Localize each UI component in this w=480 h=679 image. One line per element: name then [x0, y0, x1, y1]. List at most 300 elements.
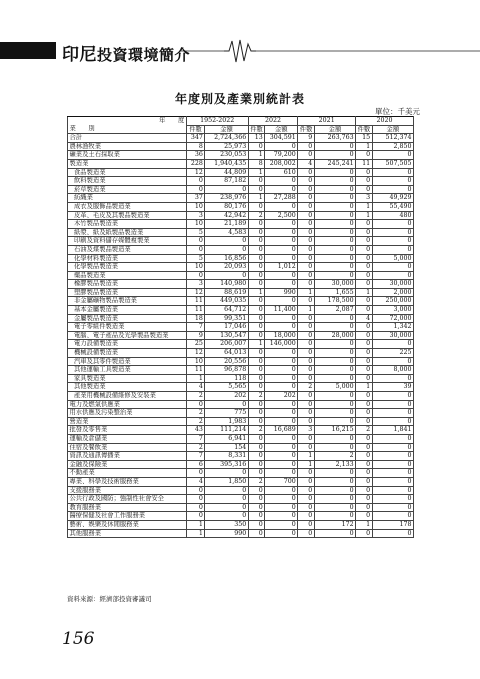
- amount-cell: 64,013: [205, 349, 248, 358]
- amount-cell: 0: [265, 349, 298, 358]
- table-row: [68, 443, 414, 452]
- count-cell: 0: [248, 331, 265, 340]
- count-cell: 0: [248, 323, 265, 332]
- count-cell: 0: [248, 366, 265, 375]
- count-cell: 0: [298, 374, 315, 383]
- count-cell: 0: [298, 512, 315, 521]
- count-cell: 13: [248, 134, 265, 143]
- table-row: [68, 409, 414, 418]
- col-amount-header: 金額: [205, 125, 248, 134]
- table-row: [68, 503, 414, 512]
- count-cell: 25: [186, 340, 205, 349]
- header-title-big: 印尼: [62, 45, 97, 65]
- amount-cell: 2,850: [372, 142, 413, 151]
- amount-cell: 0: [314, 194, 355, 203]
- corner-year: 年 度: [68, 117, 187, 126]
- amount-cell: 0: [265, 529, 298, 538]
- industry-name: 木竹製品製造業: [68, 220, 187, 229]
- industry-name: 藝術、娛樂及休閒服務業: [68, 520, 187, 529]
- count-cell: 7: [186, 452, 205, 461]
- industry-name: 住宿及餐飲業: [68, 443, 187, 452]
- table-row: [68, 228, 414, 237]
- count-cell: 0: [186, 271, 205, 280]
- amount-cell: 202: [205, 392, 248, 401]
- count-cell: 0: [248, 202, 265, 211]
- amount-cell: 0: [314, 366, 355, 375]
- amount-cell: 0: [205, 400, 248, 409]
- count-cell: 0: [186, 503, 205, 512]
- count-cell: 0: [248, 400, 265, 409]
- header-title-rest: 投資環境簡介: [97, 46, 191, 64]
- count-cell: 0: [248, 409, 265, 418]
- count-cell: 0: [356, 306, 373, 315]
- industry-name: 金融及保險業: [68, 460, 187, 469]
- industry-name: 合計: [68, 134, 187, 143]
- count-cell: 4: [298, 159, 315, 168]
- industry-name: 汽車及其零件製造業: [68, 357, 187, 366]
- year-header: 2021: [298, 117, 356, 126]
- count-cell: 0: [248, 271, 265, 280]
- table-row: [68, 314, 414, 323]
- amount-cell: 0: [372, 263, 413, 272]
- industry-name: 藥品製造業: [68, 271, 187, 280]
- count-cell: 0: [356, 151, 373, 160]
- col-count-header: 件數: [250, 125, 263, 133]
- table-title: 年度別及產業別統計表: [174, 92, 305, 106]
- amount-cell: 610: [265, 168, 298, 177]
- industry-name: 印刷及資料儲存媒體複製業: [68, 237, 187, 246]
- count-cell: 0: [356, 168, 373, 177]
- count-cell: 1: [186, 529, 205, 538]
- amount-cell: 17,046: [205, 323, 248, 332]
- count-cell: 0: [186, 469, 205, 478]
- amount-cell: 0: [265, 271, 298, 280]
- count-cell: 0: [298, 271, 315, 280]
- amount-cell: 0: [265, 503, 298, 512]
- table-row: [68, 134, 414, 143]
- table-row: [68, 400, 414, 409]
- amount-cell: 0: [265, 366, 298, 375]
- amount-cell: 0: [265, 452, 298, 461]
- amount-cell: 72,000: [372, 314, 413, 323]
- table-row: [68, 159, 414, 168]
- amount-cell: 0: [314, 374, 355, 383]
- amount-cell: 0: [314, 237, 355, 246]
- amount-cell: 0: [314, 340, 355, 349]
- count-cell: 1: [298, 452, 315, 461]
- industry-name: 營造業: [68, 417, 187, 426]
- industry-name: 批發及零售業: [68, 426, 187, 435]
- amount-cell: 0: [372, 237, 413, 246]
- amount-cell: 0: [372, 443, 413, 452]
- count-cell: 0: [298, 366, 315, 375]
- amount-cell: 0: [265, 520, 298, 529]
- count-cell: 0: [186, 237, 205, 246]
- table-row: [68, 151, 414, 160]
- industry-name: 農林漁牧業: [68, 142, 187, 151]
- amount-cell: 0: [372, 185, 413, 194]
- count-cell: 0: [298, 486, 315, 495]
- count-cell: 12: [186, 349, 205, 358]
- amount-cell: 0: [372, 434, 413, 443]
- amount-cell: 0: [265, 409, 298, 418]
- table-row: [68, 237, 414, 246]
- amount-cell: 0: [314, 211, 355, 220]
- amount-cell: 0: [372, 271, 413, 280]
- amount-cell: 16,215: [314, 426, 355, 435]
- count-cell: 2: [248, 477, 265, 486]
- amount-cell: 0: [314, 392, 355, 401]
- amount-cell: 1,841: [372, 426, 413, 435]
- amount-cell: 0: [372, 460, 413, 469]
- amount-cell: 0: [372, 512, 413, 521]
- table-row: [68, 254, 414, 263]
- count-cell: 0: [356, 185, 373, 194]
- amount-cell: 0: [265, 357, 298, 366]
- count-cell: 1: [356, 383, 373, 392]
- amount-cell: 0: [265, 237, 298, 246]
- col-amount-header: 金額: [372, 125, 413, 134]
- amount-cell: 1,983: [205, 417, 248, 426]
- count-cell: 2: [186, 417, 205, 426]
- count-cell: 0: [298, 349, 315, 358]
- industry-name: 教育服務業: [68, 503, 187, 512]
- col-count-header: 件數: [186, 125, 205, 134]
- col-amount-header: 金額: [265, 125, 298, 134]
- table-row: [68, 357, 414, 366]
- amount-cell: 2,000: [372, 288, 413, 297]
- amount-cell: 0: [372, 220, 413, 229]
- count-cell: 0: [186, 486, 205, 495]
- amount-cell: 42,942: [205, 211, 248, 220]
- count-cell: 0: [356, 271, 373, 280]
- industry-name: 皮革、毛皮及其製品製造業: [68, 211, 187, 220]
- count-cell: 1: [186, 520, 205, 529]
- table-body: [68, 134, 414, 538]
- table-row: [68, 477, 414, 486]
- count-cell: 10: [186, 220, 205, 229]
- amount-cell: 0: [205, 469, 248, 478]
- amount-cell: 990: [205, 529, 248, 538]
- amount-cell: 1,940,435: [205, 159, 248, 168]
- col-amount-header: 金額: [314, 125, 355, 134]
- industry-name: 基本金屬製造業: [68, 306, 187, 315]
- count-cell: 0: [298, 254, 315, 263]
- count-cell: 0: [298, 529, 315, 538]
- industry-name: 石油及煤製品製造業: [68, 245, 187, 254]
- industry-name: 電力設備製造業: [68, 340, 187, 349]
- table-row: [68, 374, 414, 383]
- count-cell: 7: [186, 434, 205, 443]
- amount-cell: 1,850: [205, 477, 248, 486]
- industry-name: 成衣及服飾品製造業: [68, 202, 187, 211]
- industry-name: 菸草製造業: [68, 185, 187, 194]
- table-row: [68, 426, 414, 435]
- count-cell: 0: [298, 323, 315, 332]
- count-cell: 0: [248, 529, 265, 538]
- amount-cell: 0: [314, 271, 355, 280]
- count-cell: 12: [186, 168, 205, 177]
- count-cell: 2: [186, 392, 205, 401]
- count-cell: 18: [186, 314, 205, 323]
- amount-cell: 0: [265, 177, 298, 186]
- amount-cell: 350: [205, 520, 248, 529]
- header-row-columns: [68, 125, 414, 134]
- count-cell: 0: [248, 314, 265, 323]
- amount-cell: 6,941: [205, 434, 248, 443]
- count-cell: 228: [186, 159, 205, 168]
- count-cell: 36: [186, 151, 205, 160]
- amount-cell: 0: [372, 374, 413, 383]
- amount-cell: 206,007: [205, 340, 248, 349]
- amount-cell: 0: [265, 202, 298, 211]
- industry-name: 資訊及通訊傳播業: [68, 452, 187, 461]
- table-row: [68, 211, 414, 220]
- table-row: [68, 185, 414, 194]
- count-cell: 0: [356, 512, 373, 521]
- count-cell: 0: [356, 529, 373, 538]
- table-row: [68, 245, 414, 254]
- count-cell: 0: [248, 460, 265, 469]
- count-cell: 0: [298, 520, 315, 529]
- amount-cell: 96,878: [205, 366, 248, 375]
- amount-cell: 0: [372, 340, 413, 349]
- amount-cell: 55,490: [372, 202, 413, 211]
- count-cell: 1: [298, 288, 315, 297]
- amount-cell: 0: [372, 469, 413, 478]
- count-cell: 0: [248, 220, 265, 229]
- amount-cell: 2,500: [265, 211, 298, 220]
- count-cell: 0: [248, 417, 265, 426]
- count-cell: 5: [186, 228, 205, 237]
- table-row: [68, 220, 414, 229]
- year-header: 2020: [356, 117, 414, 126]
- amount-cell: 27,288: [265, 194, 298, 203]
- count-cell: 0: [356, 323, 373, 332]
- amount-cell: 0: [314, 409, 355, 418]
- col-count-header: 件數: [357, 125, 371, 133]
- industry-name: 塑膠製品製造業: [68, 288, 187, 297]
- count-cell: 0: [356, 460, 373, 469]
- amount-cell: 0: [372, 151, 413, 160]
- table-row: [68, 366, 414, 375]
- amount-cell: 0: [372, 177, 413, 186]
- amount-cell: 0: [372, 228, 413, 237]
- amount-cell: 5,000: [372, 254, 413, 263]
- table-row: [68, 434, 414, 443]
- amount-cell: 700: [265, 477, 298, 486]
- amount-cell: 154: [205, 443, 248, 452]
- count-cell: 0: [356, 280, 373, 289]
- count-cell: 0: [186, 495, 205, 504]
- amount-cell: 0: [265, 486, 298, 495]
- amount-cell: 225: [372, 349, 413, 358]
- amount-cell: 30,000: [372, 280, 413, 289]
- count-cell: 0: [356, 263, 373, 272]
- table-row: [68, 460, 414, 469]
- table-row: [68, 142, 414, 151]
- industry-name: 用水供應及污染整治業: [68, 409, 187, 418]
- count-cell: 0: [248, 254, 265, 263]
- count-cell: 0: [356, 349, 373, 358]
- count-cell: 0: [298, 297, 315, 306]
- count-cell: 0: [356, 220, 373, 229]
- table-row: [68, 520, 414, 529]
- count-cell: 3: [298, 426, 315, 435]
- table-row: [68, 452, 414, 461]
- table-row: [68, 306, 414, 315]
- count-cell: 5: [186, 254, 205, 263]
- industry-name: 製造業: [68, 159, 187, 168]
- count-cell: 0: [356, 486, 373, 495]
- amount-cell: 8,331: [205, 452, 248, 461]
- amount-cell: 0: [314, 314, 355, 323]
- amount-cell: 0: [314, 443, 355, 452]
- count-cell: 0: [248, 486, 265, 495]
- table-row: [68, 469, 414, 478]
- count-cell: 0: [356, 357, 373, 366]
- industry-name: 橡膠製品製造業: [68, 280, 187, 289]
- table-row: [68, 417, 414, 426]
- industry-name: 醫療保健及社會工作服務業: [68, 512, 187, 521]
- corner-industry: 業 別: [68, 125, 187, 134]
- count-cell: 0: [248, 495, 265, 504]
- count-cell: 0: [248, 263, 265, 272]
- count-cell: 1: [248, 151, 265, 160]
- amount-cell: 0: [205, 237, 248, 246]
- industry-name: 電腦、電子產品及光學製品製造業: [68, 331, 187, 340]
- amount-cell: 21,189: [205, 220, 248, 229]
- amount-cell: 0: [314, 202, 355, 211]
- count-cell: 0: [356, 366, 373, 375]
- table-row: [68, 177, 414, 186]
- industry-name: 紡織業: [68, 194, 187, 203]
- amount-cell: 0: [314, 142, 355, 151]
- industry-name: 化學材料製造業: [68, 254, 187, 263]
- amount-cell: 0: [265, 220, 298, 229]
- amount-cell: 5,000: [314, 383, 355, 392]
- count-cell: 1: [356, 288, 373, 297]
- amount-cell: 230,053: [205, 151, 248, 160]
- table-row: [68, 280, 414, 289]
- amount-cell: 2,133: [314, 460, 355, 469]
- table-row: [68, 297, 414, 306]
- amount-cell: 2,724,366: [205, 134, 248, 143]
- amount-cell: 20,556: [205, 357, 248, 366]
- amount-cell: 2,087: [314, 306, 355, 315]
- count-cell: 0: [248, 306, 265, 315]
- amount-cell: 0: [265, 417, 298, 426]
- amount-cell: 0: [372, 477, 413, 486]
- table-row: [68, 340, 414, 349]
- amount-cell: 0: [314, 357, 355, 366]
- amount-cell: 250,000: [372, 297, 413, 306]
- count-cell: 1: [248, 288, 265, 297]
- count-cell: 0: [298, 280, 315, 289]
- amount-cell: 99,351: [205, 314, 248, 323]
- amount-cell: 0: [265, 245, 298, 254]
- amount-cell: 0: [372, 529, 413, 538]
- amount-cell: 449,035: [205, 297, 248, 306]
- industry-name: 非金屬礦物製品製造業: [68, 297, 187, 306]
- amount-cell: 178: [372, 520, 413, 529]
- count-cell: 10: [186, 263, 205, 272]
- amount-cell: 0: [314, 417, 355, 426]
- amount-cell: 0: [314, 185, 355, 194]
- industry-name: 飲料製造業: [68, 177, 187, 186]
- source-note: 資料來源：經濟部投資審議司: [67, 595, 152, 603]
- count-cell: 43: [186, 426, 205, 435]
- amount-cell: 4,583: [205, 228, 248, 237]
- amount-cell: 507,505: [372, 159, 413, 168]
- count-cell: 1: [356, 211, 373, 220]
- amount-cell: 0: [372, 168, 413, 177]
- amount-cell: 0: [265, 314, 298, 323]
- count-cell: 0: [248, 520, 265, 529]
- count-cell: 0: [356, 374, 373, 383]
- amount-cell: 64,712: [205, 306, 248, 315]
- count-cell: 0: [298, 409, 315, 418]
- amount-cell: 30,000: [314, 280, 355, 289]
- count-cell: 0: [298, 340, 315, 349]
- amount-cell: 512,374: [372, 134, 413, 143]
- count-cell: 0: [356, 434, 373, 443]
- amount-cell: 88,619: [205, 288, 248, 297]
- count-cell: 0: [298, 503, 315, 512]
- count-cell: 0: [356, 400, 373, 409]
- count-cell: 2: [186, 409, 205, 418]
- amount-cell: 0: [265, 383, 298, 392]
- amount-cell: 25,973: [205, 142, 248, 151]
- industry-name: 紙漿、紙及紙製品製造業: [68, 228, 187, 237]
- table-row: [68, 194, 414, 203]
- amount-cell: 28,000: [314, 331, 355, 340]
- count-cell: 1: [248, 168, 265, 177]
- count-cell: 2: [186, 443, 205, 452]
- amount-cell: 0: [265, 495, 298, 504]
- count-cell: 0: [356, 409, 373, 418]
- amount-cell: 8,000: [372, 366, 413, 375]
- amount-cell: 87,182: [205, 177, 248, 186]
- count-cell: 0: [248, 374, 265, 383]
- count-cell: 0: [298, 202, 315, 211]
- count-cell: 0: [356, 392, 373, 401]
- count-cell: 0: [248, 142, 265, 151]
- count-cell: 8: [186, 142, 205, 151]
- table-row: [68, 271, 414, 280]
- count-cell: 0: [298, 400, 315, 409]
- table-row: [68, 512, 414, 521]
- count-cell: 1: [248, 340, 265, 349]
- count-cell: 3: [186, 211, 205, 220]
- amount-cell: 0: [265, 400, 298, 409]
- amount-cell: 1,012: [265, 263, 298, 272]
- amount-cell: 0: [314, 177, 355, 186]
- table-row: [68, 323, 414, 332]
- count-cell: 0: [356, 331, 373, 340]
- year-header: 1952-2022: [186, 117, 248, 126]
- count-cell: 0: [356, 340, 373, 349]
- count-cell: 0: [248, 228, 265, 237]
- amount-cell: 11,400: [265, 306, 298, 315]
- count-cell: 0: [248, 503, 265, 512]
- count-cell: 0: [356, 503, 373, 512]
- amount-cell: 263,763: [314, 134, 355, 143]
- count-cell: 3: [186, 280, 205, 289]
- count-cell: 0: [298, 211, 315, 220]
- amount-cell: 0: [314, 151, 355, 160]
- count-cell: 0: [298, 314, 315, 323]
